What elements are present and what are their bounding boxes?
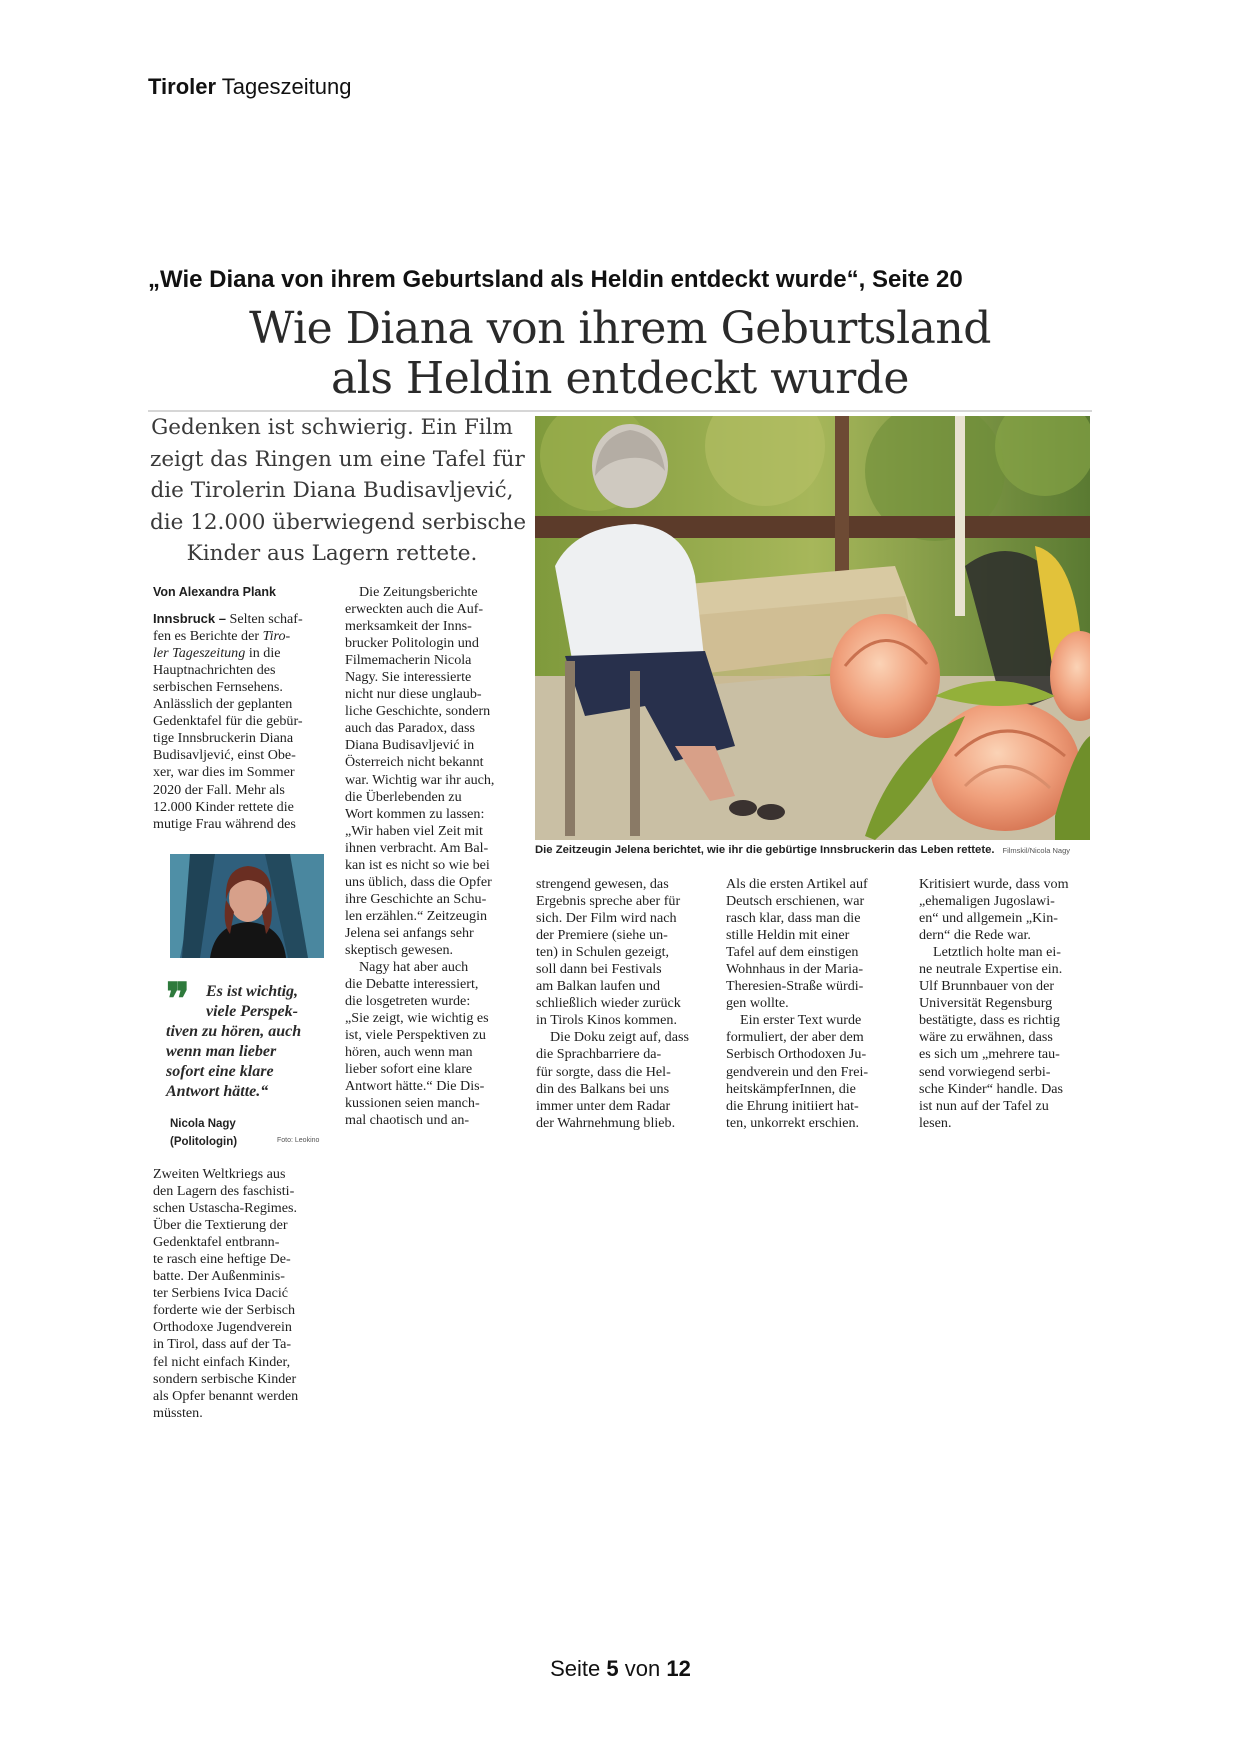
column-line: strengend gewesen, das	[536, 876, 669, 892]
column-line: Universität Regensburg	[919, 995, 1053, 1012]
column-line: ter Serbiens Ivica Dacić	[153, 1285, 288, 1302]
column-line: nicht nur diese unglaub-	[345, 686, 482, 703]
column-line: Die Doku zeigt auf, dass	[550, 1029, 689, 1046]
column-text: in die	[248, 645, 281, 662]
column-line: sondern serbische Kinder	[153, 1370, 297, 1387]
column-line: en“ und allgemein „Kin-	[919, 910, 1058, 927]
column-line: mal chaotisch und an-	[345, 1112, 470, 1129]
quote-line: viele Perspek-	[206, 1003, 298, 1020]
column-line: der Premiere (siehe un-	[536, 927, 668, 944]
document-heading: „Wie Diana von ihrem Geburtsland als Heldin entdeckt wurde“, Seite 20	[148, 266, 963, 293]
column-line: Ergebnis spreche aber für	[536, 893, 681, 910]
column-line: lesen.	[919, 1114, 952, 1131]
column-line: Als die ersten Artikel auf	[726, 876, 868, 892]
column-italic: ler Tageszeitung	[153, 645, 246, 662]
column-line: Nagy. Sie interessierte	[345, 669, 472, 686]
column-line: Österreich nicht bekannt	[345, 754, 484, 771]
quote-attribution	[170, 1115, 237, 1151]
article-column-5	[919, 876, 1093, 1132]
column-line: gen wollte.	[726, 995, 789, 1012]
byline: Von Alexandra Plank	[153, 585, 276, 599]
column-line: bestätigte, dass es richtig	[919, 1012, 1060, 1029]
column-line: serbischen Fernsehens.	[153, 679, 283, 696]
column-line: hören, auch wenn man	[345, 1044, 473, 1061]
column-line: stille Heldin mit einer	[726, 927, 850, 944]
lead-line: die 12.000 überwiegend serbische	[150, 509, 527, 535]
column-line: Deutsch erschienen, war	[726, 893, 865, 910]
publication-name-rest: Tageszeitung	[221, 74, 352, 99]
column-line: heitskämpferInnen, die	[726, 1080, 856, 1097]
portrait-credit: Foto: Leokino	[277, 1137, 320, 1144]
column-line: Kritisiert wurde, dass vom	[919, 876, 1069, 892]
column-line: Nagy hat aber auch	[359, 959, 469, 976]
dateline: Innsbruck –	[153, 611, 226, 627]
portrait-image	[170, 854, 324, 958]
column-line: wäre zu erwähnen, dass	[919, 1029, 1053, 1046]
column-line: Über die Textierung der	[153, 1217, 288, 1234]
column-line: die Ehrung initiiert hat-	[726, 1097, 859, 1114]
article-column-1-bottom	[153, 1166, 325, 1422]
quote-mark-icon: ❞	[166, 974, 190, 1025]
column-line: ihnen verbracht. Am Bal-	[345, 839, 489, 856]
column-italic: Tiro-	[262, 628, 291, 645]
column-line: din des Balkans bei uns	[536, 1080, 670, 1097]
column-line: Antwort hätte.“ Die Dis-	[345, 1078, 485, 1095]
article-column-1-top	[153, 584, 325, 833]
column-line: Wort kommen zu lassen:	[345, 805, 485, 822]
article-lead	[150, 412, 527, 570]
lead-line: Kinder aus Lagern rettete.	[186, 541, 478, 566]
column-line: die Sprachbarriere da-	[536, 1046, 662, 1063]
column-line: ist, viele Perspektiven zu	[345, 1027, 486, 1044]
column-line: Wohnhaus in der Maria-	[726, 961, 864, 978]
column-line: lieber sofort eine klare	[345, 1061, 473, 1078]
column-line: rasch klar, dass man die	[726, 910, 861, 927]
publication-name	[148, 74, 351, 100]
quote-line: wenn man lieber	[166, 1043, 277, 1060]
column-line: tige Innsbruckerin Diana	[153, 730, 294, 747]
quote-line: tiven zu hören, auch	[166, 1023, 302, 1040]
column-line: sche Kinder“ handle. Das	[919, 1080, 1064, 1097]
column-line: ten) in Schulen gezeigt,	[536, 944, 670, 961]
column-line: Gedenktafel für die gebür-	[153, 713, 303, 730]
column-line: immer unter dem Radar	[536, 1097, 671, 1114]
photo-caption	[535, 844, 1090, 856]
column-line: fel nicht einfach Kinder,	[153, 1353, 291, 1370]
article-column-4	[726, 876, 900, 1132]
column-line: dern“ die Rede war.	[919, 927, 1031, 944]
column-line: Tafel auf dem einstigen	[726, 944, 859, 961]
column-line: Die Zeitungsberichte	[359, 584, 478, 600]
article-headline	[148, 304, 1092, 404]
column-line: ne neutrale Expertise ein.	[919, 961, 1063, 978]
footer-total-pages: 12	[666, 1656, 691, 1681]
column-line: mutige Frau während des	[153, 815, 296, 832]
column-line: Theresien-Straße würdi-	[726, 978, 864, 995]
publication-name-bold: Tiroler	[148, 74, 217, 99]
column-line: als Opfer benannt werden	[153, 1387, 299, 1404]
portrait-photo	[170, 854, 324, 958]
column-line: der Wahrnehmung blieb.	[536, 1114, 676, 1131]
caption-text: Die Zeitzeugin Jelena berichtet, wie ihr die gebürtige Innsbruckerin das Leben rettete.	[535, 844, 995, 856]
column-line: ist nun auf der Tafel zu	[919, 1097, 1049, 1114]
column-line: auch das Paradox, dass	[345, 720, 475, 737]
column-line: merksamkeit der Inns-	[345, 618, 472, 635]
column-line: erweckten auch die Auf-	[345, 601, 484, 618]
column-line: ihre Geschichte an Schu-	[345, 890, 487, 907]
column-line: es sich um „mehrere tau-	[919, 1046, 1060, 1063]
column-line: Zweiten Weltkriegs aus	[153, 1166, 286, 1182]
footer-current-page: 5	[606, 1656, 619, 1681]
quote-line: Antwort hätte.“	[166, 1083, 269, 1100]
column-line: skeptisch gewesen.	[345, 941, 454, 958]
column-line: send vorwiegend serbi-	[919, 1063, 1051, 1080]
column-line: batte. Der Außenminis-	[153, 1268, 285, 1285]
column-line: liche Geschichte, sondern	[345, 703, 491, 720]
column-line: Diana Budisavljević in	[345, 737, 475, 754]
column-line: forderte wie der Serbisch	[153, 1302, 296, 1319]
column-line: Budisavljević, einst Obe-	[153, 747, 296, 764]
column-line: in Tirols Kinos kommen.	[536, 1012, 677, 1029]
headline-line: als Heldin entdeckt wurde	[331, 353, 909, 404]
column-line: uns üblich, dass die Opfer	[345, 873, 492, 890]
column-line: Anlässlich der geplanten	[153, 696, 293, 713]
column-line: schen Ustascha-Regimes.	[153, 1200, 298, 1217]
column-line: die losgetreten wurde:	[345, 993, 471, 1010]
headline-line: Wie Diana von ihrem Geburtsland	[249, 303, 991, 354]
column-line: war. Wichtig war ihr auch,	[345, 771, 495, 788]
quote-author: Nicola Nagy	[170, 1118, 236, 1130]
column-line: gendverein und den Frei-	[726, 1063, 869, 1080]
column-line: „Sie zeigt, wie wichtig es	[345, 1010, 489, 1027]
column-line: müssten.	[153, 1404, 203, 1421]
column-line: sich. Der Film wird nach	[536, 910, 677, 927]
main-photo	[535, 416, 1090, 840]
column-line: Hauptnachrichten des	[153, 662, 276, 679]
footer-middle: von	[624, 1656, 661, 1681]
column-line: len erzählen.“ Zeitzeugin	[345, 907, 488, 924]
column-line: kan ist es nicht so wie bei	[345, 856, 490, 873]
column-line: Orthodoxe Jugendverein	[153, 1319, 292, 1336]
column-line: „Wir haben viel Zeit mit	[345, 822, 483, 839]
column-line: die Debatte interessiert,	[345, 976, 479, 993]
lead-line: zeigt das Ringen um eine Tafel für	[150, 446, 525, 472]
column-line: 12.000 Kinder rettete die	[153, 798, 294, 815]
column-line: schließlich wieder zurück	[536, 995, 681, 1012]
quote-role: (Politologin)	[170, 1136, 238, 1148]
column-line: für sorgte, dass die Hel-	[536, 1063, 671, 1080]
column-line: Serbisch Orthodoxen Ju-	[726, 1046, 867, 1063]
column-line	[153, 628, 325, 645]
column-line: „ehemaligen Jugoslawi-	[919, 893, 1055, 910]
column-line: Ulf Brunnbauer von der	[919, 978, 1055, 995]
column-line: Letztlich holte man ei-	[933, 944, 1061, 961]
column-line: kussionen seien manch-	[345, 1095, 480, 1112]
column-line: die Überlebenden zu	[345, 788, 462, 805]
column-line: soll dann bei Festivals	[536, 961, 662, 978]
column-line: Ein erster Text wurde	[740, 1012, 862, 1029]
column-line: 2020 der Fall. Mehr als	[153, 781, 285, 798]
column-line: te rasch eine heftige De-	[153, 1251, 291, 1268]
column-line: in Tirol, dass auf der Ta-	[153, 1336, 292, 1353]
quote-line: Es ist wichtig,	[206, 983, 299, 1000]
column-line: Jelena sei anfangs sehr	[345, 924, 474, 941]
column-line: xer, war dies im Sommer	[153, 764, 295, 781]
column-line: formuliert, der aber dem	[726, 1029, 864, 1046]
column-line: Gedenktafel entbrann-	[153, 1234, 280, 1251]
column-line: brucker Politologin und	[345, 635, 479, 652]
main-photo-image	[535, 416, 1090, 840]
photo-credit: Filmskil/Nicola Nagy	[1002, 846, 1071, 855]
lead-line: Gedenken ist schwierig. Ein Film	[151, 415, 513, 440]
article-column-3	[536, 876, 710, 1132]
footer-prefix: Seite	[550, 1656, 601, 1681]
column-text: fen es Berichte der	[153, 628, 263, 645]
column-line: am Balkan laufen und	[536, 978, 661, 995]
article-column-2	[345, 584, 517, 1130]
column-text: Selten schaf-	[229, 611, 303, 628]
column-line: Filmemacherin Nicola	[345, 652, 472, 669]
lead-line: die Tirolerin Diana Budisavljević,	[150, 478, 514, 503]
page-footer	[0, 1656, 1241, 1682]
quote-line: sofort eine klare	[166, 1063, 274, 1080]
column-line: ten, unkorrekt erschien.	[726, 1114, 860, 1131]
pull-quote	[166, 982, 326, 1102]
column-line: den Lagern des faschisti-	[153, 1183, 295, 1200]
column-line	[153, 645, 325, 662]
column-line	[153, 610, 325, 628]
